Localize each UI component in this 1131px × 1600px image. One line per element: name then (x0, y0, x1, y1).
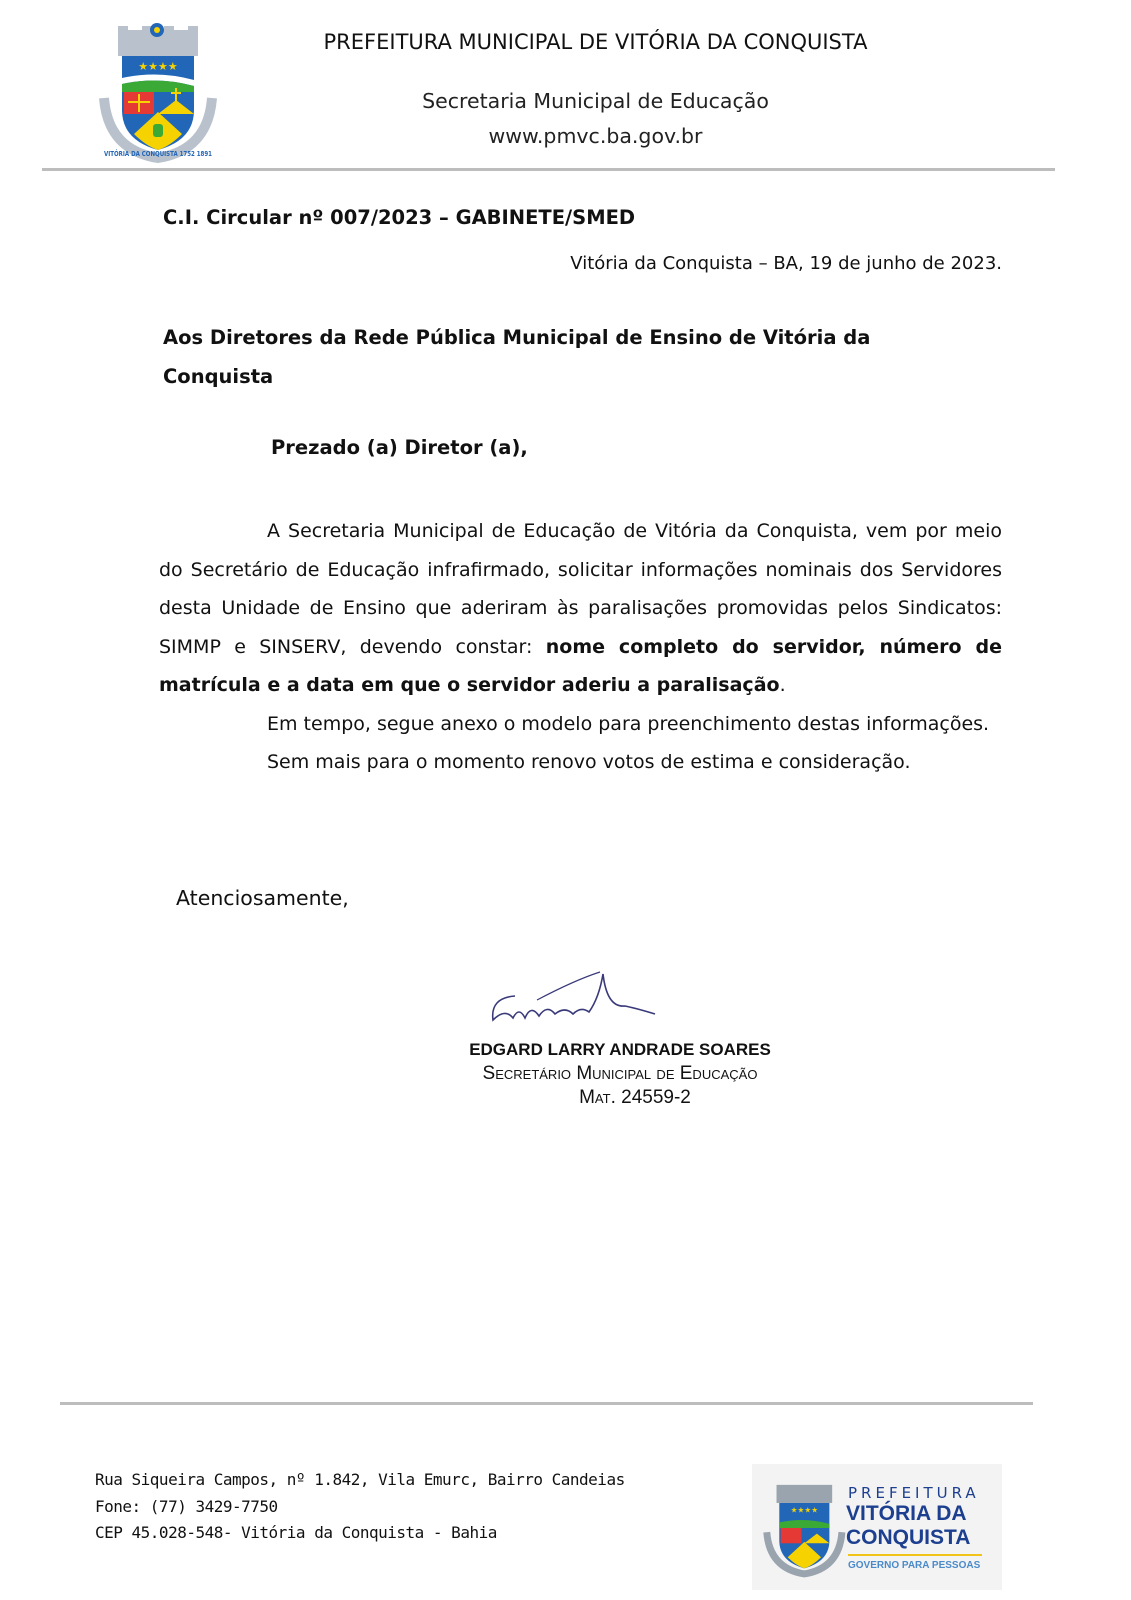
signature-block (400, 1040, 840, 1109)
logo-slogan: GOVERNO PARA PESSOAS (848, 1560, 981, 1571)
logo-city-line2: CONQUISTA (846, 1526, 971, 1549)
municipality-title: PREFEITURA MUNICIPAL DE VITÓRIA DA CONQUISTA (323, 30, 868, 54)
footer-address: Rua Siqueira Campos, nº 1.842, Vila Emurc, Bairro Candeias (95, 1470, 625, 1489)
required-fields-text: nome completo do servidor, número de matrícula e a data em que o servidor aderiu a paralisação (159, 635, 1002, 696)
letter-date: Vitória da Conquista – BA, 19 de junho de 2023. (570, 253, 1002, 274)
logo-city-line1: VITÓRIA DA (846, 1502, 967, 1525)
signatory-role: Secretário Municipal de Educação (482, 1063, 758, 1084)
closing: Atenciosamente, (176, 886, 349, 910)
prefeitura-brand-logo (752, 1464, 1002, 1590)
paragraph-request (159, 512, 1002, 705)
signatory-registration: Mat. 24559-2 (579, 1087, 691, 1108)
letter-body (159, 512, 1002, 782)
footer-divider (60, 1402, 1033, 1405)
logo-prefeitura: PREFEITURA (848, 1484, 980, 1502)
request-end: . (779, 674, 786, 696)
footer-cep: CEP 45.028-548- Vitória da Conquista - Bahia (95, 1523, 497, 1542)
paragraph-attachment: Em tempo, segue anexo o modelo para preenchimento destas informações. (267, 712, 990, 735)
handwritten-signature (485, 968, 675, 1028)
circular-reference: C.I. Circular nº 007/2023 – GABINETE/SMED (163, 206, 636, 229)
crest-ribbon-text: VITÓRIA DA CONQUISTA 1752 1891 (104, 150, 242, 158)
department-name: Secretaria Municipal de Educação (422, 89, 769, 113)
svg-text:★★★★: ★★★★ (790, 1505, 819, 1515)
footer-phone: Fone: (77) 3429-7750 (95, 1496, 278, 1516)
addressee: Aos Diretores da Rede Pública Municipal de Ensino de Vitória da Conquista (163, 326, 871, 388)
header-divider (42, 168, 1055, 171)
footer-contact (95, 1467, 625, 1547)
greeting: Prezado (a) Diretor (a), (271, 436, 528, 459)
logo-divider (848, 1554, 982, 1556)
logo-city-name (846, 1502, 970, 1550)
footer-crest-icon (764, 1478, 844, 1578)
paragraph-farewell: Sem mais para o momento renovo votos de estima e consideração. (267, 751, 911, 773)
request-text: A Secretaria Municipal de Educação de Vitória da Conquista, vem por meio do Secretário de Educação infrafirmado, solicitar informações nominais dos Servidores desta Unidade de Ensino que aderiram às paralisações promovidas pelos Sindicatos: SIMMP e SINSERV, devendo constar: (159, 520, 1002, 658)
svg-text:★★★★: ★★★★ (138, 60, 178, 73)
website-link[interactable]: www.pmvc.ba.gov.br (488, 124, 703, 148)
signatory-name: EDGARD LARRY ANDRADE SOARES (469, 1040, 771, 1059)
